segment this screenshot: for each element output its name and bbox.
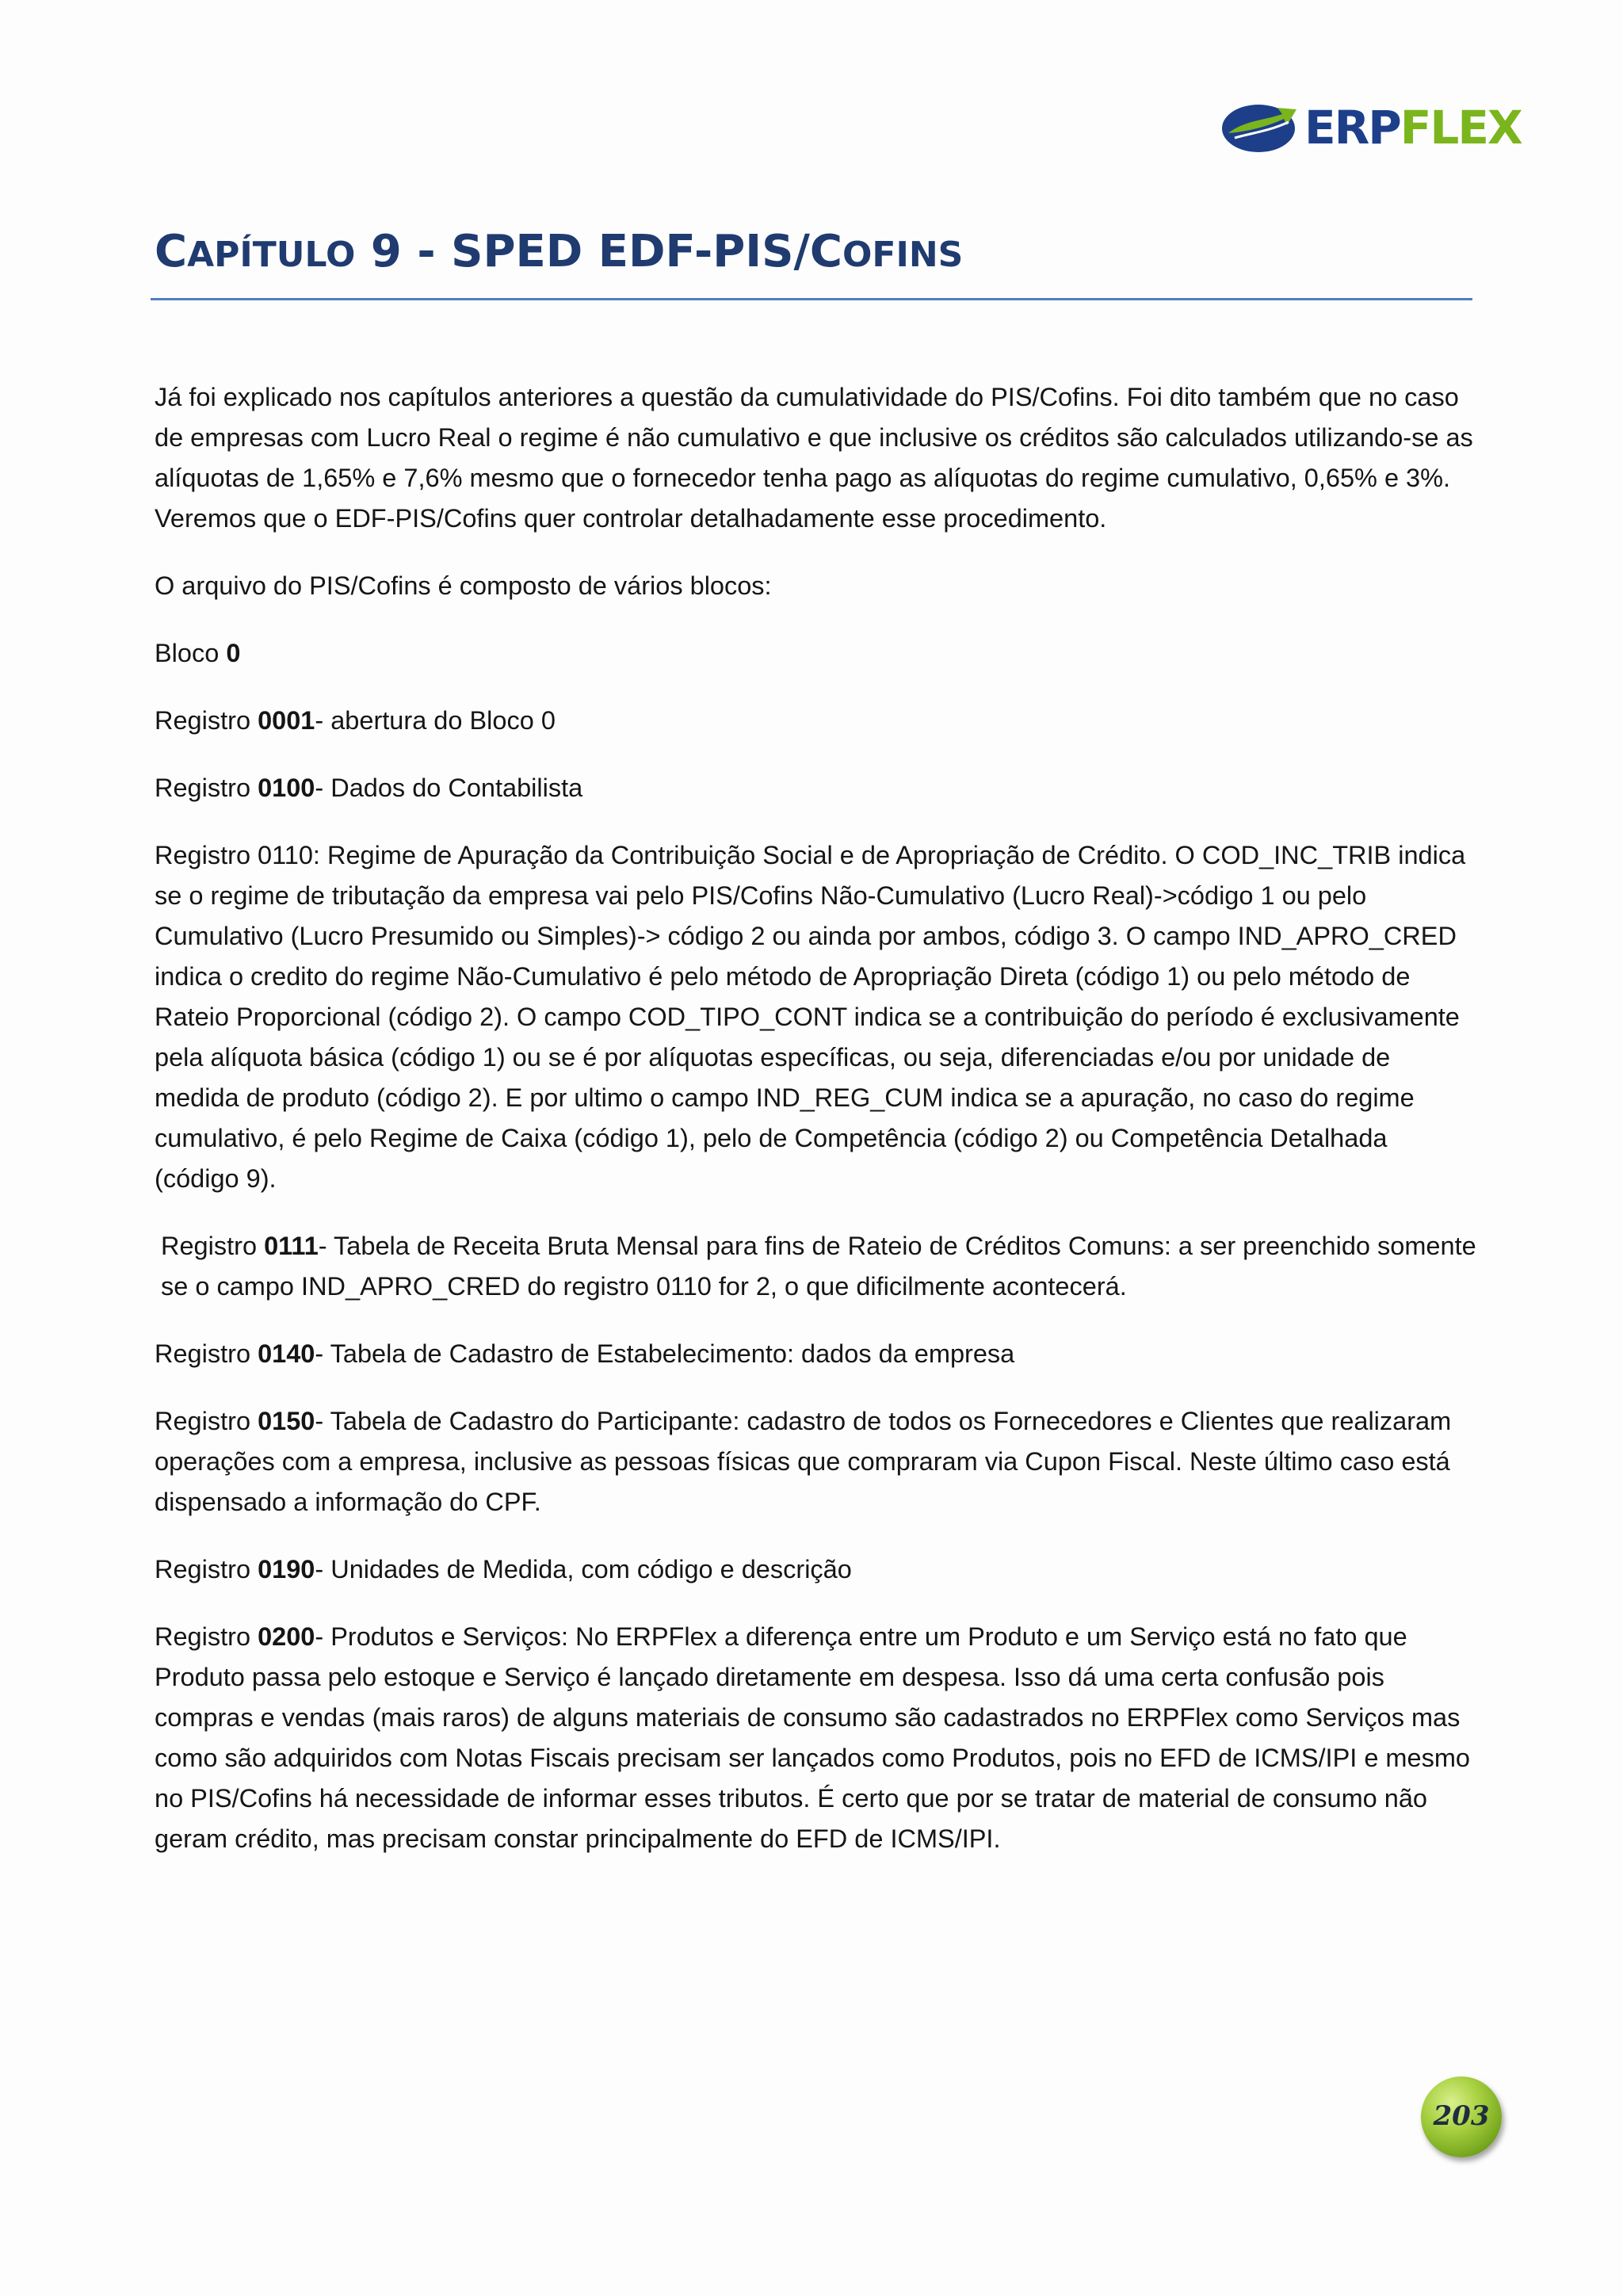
logo-flex-text: FLEX xyxy=(1400,101,1522,155)
registro-0190-code: 0190 xyxy=(258,1555,315,1584)
registro-0001-text: - abertura do Bloco 0 xyxy=(315,706,556,735)
paragraph-registro-0190 xyxy=(155,1549,1478,1590)
title-divider xyxy=(151,298,1472,300)
registro-0001-code: 0001 xyxy=(258,706,315,735)
registro-0190-text: - Unidades de Medida, com código e descrição xyxy=(315,1555,852,1584)
chapter-title-c: C xyxy=(155,226,188,277)
erpflex-logo xyxy=(1220,97,1522,160)
registro-0100-prefix: Registro xyxy=(155,774,258,802)
paragraph-registro-0150 xyxy=(155,1401,1478,1522)
paragraph-blocos: O arquivo do PIS/Cofins é composto de vários blocos: xyxy=(155,571,772,600)
registro-0111-prefix: Registro xyxy=(161,1232,265,1260)
paragraph-registro-0140 xyxy=(155,1334,1478,1374)
swoosh-icon xyxy=(1220,97,1300,160)
bloco-0-code: 0 xyxy=(226,639,241,667)
registro-0140-text: - Tabela de Cadastro de Estabelecimento: dados da empresa xyxy=(315,1339,1015,1368)
page-number-badge xyxy=(1421,2076,1502,2157)
chapter-title xyxy=(155,222,963,285)
chapter-title-ofins: OFINS xyxy=(842,235,964,275)
bloco-0-label: Bloco xyxy=(155,639,227,667)
chapter-title-number: 9 - SPED EDF-PIS/ xyxy=(370,226,810,277)
registro-0200-prefix: Registro xyxy=(155,1622,258,1651)
registro-0100-text: - Dados do Contabilista xyxy=(315,774,583,802)
chapter-title-apitulo: APÍTULO xyxy=(187,235,356,275)
page-number: 203 xyxy=(1433,2100,1490,2132)
chapter-body xyxy=(155,377,1478,1886)
paragraph-registro-0001 xyxy=(155,701,1478,741)
chapter-title-c2: C xyxy=(809,226,842,277)
paragraph-registro-0200 xyxy=(155,1617,1478,1859)
paragraph-registro-0111 xyxy=(155,1226,1478,1307)
paragraph-registro-0100 xyxy=(155,768,1478,808)
registro-0190-prefix: Registro xyxy=(155,1555,258,1584)
registro-0140-prefix: Registro xyxy=(155,1339,258,1368)
registro-0150-text: - Tabela de Cadastro do Participante: cadastro de todos os Fornecedores e Clientes que realizaram operações com a empresa, inclusive as pessoas físicas que compraram via Cupon Fiscal. Neste último caso está dispensado a informação do CPF. xyxy=(155,1407,1452,1516)
registro-0100-code: 0100 xyxy=(258,774,315,802)
registro-0150-prefix: Registro xyxy=(155,1407,258,1435)
registro-0111-text: - Tabela de Receita Bruta Mensal para fins de Rateio de Créditos Comuns: a ser preenchido somente se o campo IND_APRO_CRED do registro 0110 for 2, o que dificilmente acontecerá. xyxy=(161,1232,1476,1301)
logo-erp-text: ERP xyxy=(1304,101,1400,155)
paragraph-registro-0110: Registro 0110: Regime de Apuração da Contribuição Social e de Apropriação de Crédito. O COD_INC_TRIB indica se o regime de tributação da empresa vai pelo PIS/Cofins Não-Cumulativo (Lucro Real)->código 1 ou pelo Cumulativo (Lucro Presumido ou Simples)-> código 2 ou ainda por ambos, código 3. O campo IND_APRO_CRED indica o credito do regime Não-Cumulativo é pelo método de Apropriação Direta (código 1) ou pelo método de Rateio Proporcional (código 2). O campo COD_TIPO_CONT indica se a contribuição do período é exclusivamente pela alíquota básica (código 1) ou se é por alíquotas específicas, ou seja, diferenciadas e/ou por unidade de medida de produto (código 2). E por ultimo o campo IND_REG_CUM indica se a apuração, no caso do regime cumulativo, é pelo Regime de Caixa (código 1), pelo de Competência (código 2) ou Competência Detalhada (código 9). xyxy=(155,841,1466,1193)
registro-0200-code: 0200 xyxy=(258,1622,315,1651)
paragraph-bloco-0 xyxy=(155,633,1478,674)
registro-0200-text: - Produtos e Serviços: No ERPFlex a diferença entre um Produto e um Serviço está no fato que Produto passa pelo estoque e Serviço é lançado diretamente em despesa. Isso dá uma certa confusão pois compras e vendas (mais raros) de alguns materiais de consumo são cadastrados no ERPFlex como Serviços mas como são adquiridos com Notas Fiscais precisam ser lançados como Produtos, pois no EFD de ICMS/IPI e mesmo no PIS/Cofins há necessidade de informar esses tributos. É certo que por se tratar de material de consumo não geram crédito, mas precisam constar principalmente do EFD de ICMS/IPI. xyxy=(155,1622,1470,1853)
registro-0111-code: 0111 xyxy=(264,1232,319,1260)
registro-0001-prefix: Registro xyxy=(155,706,258,735)
logo-wordmark xyxy=(1304,100,1522,155)
paragraph-intro: Já foi explicado nos capítulos anteriores a questão da cumulatividade do PIS/Cofins. Foi dito também que no caso de empresas com Lucro Real o regime é não cumulativo e que inclusive os créditos são calculados utilizando-se as alíquotas de 1,65% e 7,6% mesmo que o fornecedor tenha pago as alíquotas do regime cumulativo, 0,65% e 3%. Veremos que o EDF-PIS/Cofins quer controlar detalhadamente esse procedimento. xyxy=(155,383,1473,533)
registro-0140-code: 0140 xyxy=(258,1339,315,1368)
registro-0150-code: 0150 xyxy=(258,1407,315,1435)
